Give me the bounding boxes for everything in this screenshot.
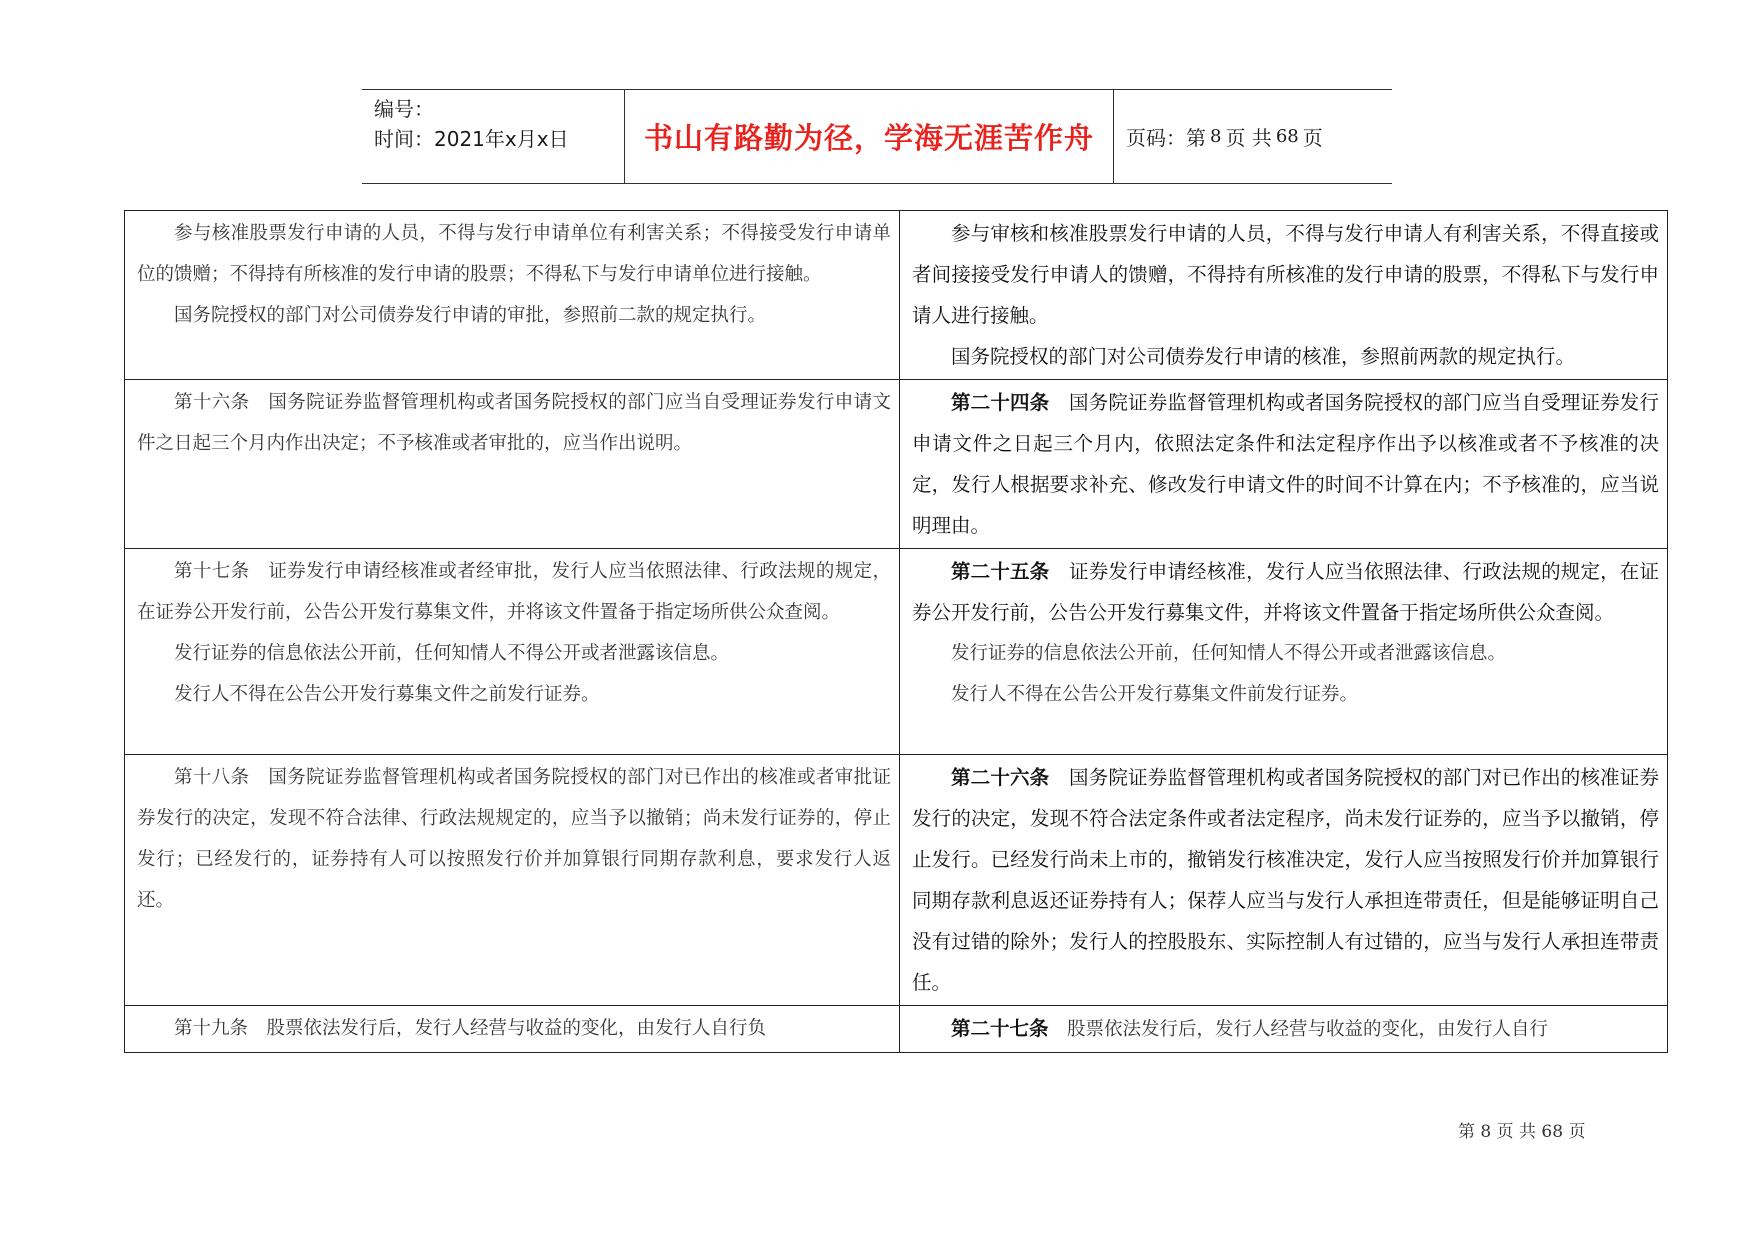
new-law-paragraph xyxy=(912,551,1659,633)
page-current: 8 xyxy=(1210,126,1222,147)
comparison-table xyxy=(124,210,1668,1053)
old-law-paragraph: 发行证券的信息依法公开前，任何知情人不得公开或者泄露该信息。 xyxy=(174,643,730,664)
header-meta xyxy=(362,90,625,183)
new-law-cell xyxy=(900,1006,1668,1053)
header-motto: 书山有路勤为径，学海无涯苦作舟 xyxy=(625,90,1114,183)
table-row xyxy=(125,1006,1668,1053)
old-law-paragraph: 国务院授权的部门对公司债券发行申请的审批，参照前二款的规定执行。 xyxy=(174,305,767,326)
new-law-cell xyxy=(900,549,1668,755)
article-number: 第二十七条 xyxy=(951,1017,1049,1040)
article-number: 第二十五条 xyxy=(951,560,1050,583)
table-row xyxy=(125,549,1668,755)
header-page-number xyxy=(1114,90,1392,183)
new-law-cell xyxy=(900,211,1668,380)
old-law-cell xyxy=(125,211,900,380)
old-law-paragraph: 第十七条 证券发行申请经核准或者经审批，发行人应当依照法律、行政法规的规定，在证券公开发行前，公告公开发行募集文件，并将该文件置备于指定场所供公众查阅。 xyxy=(137,561,891,623)
new-law-cell xyxy=(900,380,1668,549)
table-row xyxy=(125,211,1668,380)
page-total: 68 xyxy=(1275,126,1299,147)
new-law-paragraph: 发行证券的信息依法公开前，任何知情人不得公开或者泄露该信息。 xyxy=(951,643,1507,664)
old-law-paragraph: 发行人不得在公告公开发行募集文件之前发行证券。 xyxy=(174,684,600,705)
new-law-paragraph: 发行人不得在公告公开发行募集文件前发行证券。 xyxy=(951,684,1359,705)
number-label: 编号： xyxy=(374,97,434,121)
old-law-cell xyxy=(125,380,900,549)
old-law-paragraph: 第十八条 国务院证券监督管理机构或者国务院授权的部门对已作出的核准或者审批证券发行的决定，发现不符合法律、行政法规规定的，应当予以撤销；尚未发行证券的，停止发行；已经发行的，证券持有人可以按照发行价并加算银行同期存款利息，要求发行人返还。 xyxy=(137,767,891,911)
page-prefix: 页码：第 xyxy=(1126,126,1206,150)
old-law-paragraph: 第十九条 股票依法发行后，发行人经营与收益的变化，由发行人自行负 xyxy=(174,1018,767,1039)
page-mid: 页 共 xyxy=(1225,126,1272,150)
document-header xyxy=(362,89,1392,184)
article-text: 国务院证券监督管理机构或者国务院授权的部门应当自受理证券发行申请文件之日起三个月内，依照法定条件和法定程序作出予以核准或者不予核准的决定，发行人根据要求补充、修改发行申请文件的时间不计算在内；不予核准的，应当说明理由。 xyxy=(912,391,1659,537)
new-law-paragraph xyxy=(912,382,1659,546)
new-law-paragraph xyxy=(912,1008,1659,1050)
old-law-paragraph: 参与核准股票发行申请的人员，不得与发行申请单位有利害关系；不得接受发行申请单位的馈赠；不得持有所核准的发行申请的股票；不得私下与发行申请单位进行接触。 xyxy=(137,223,891,285)
new-law-paragraph xyxy=(912,757,1659,1003)
page-suffix: 页 xyxy=(1302,126,1323,150)
time-label: 时间：2021年x月x日 xyxy=(374,127,569,151)
article-text: 国务院证券监督管理机构或者国务院授权的部门对已作出的核准证券发行的决定，发现不符合法定条件或者法定程序，尚未发行证券的，应当予以撤销，停止发行。已经发行尚未上市的，撤销发行核准决定，发行人应当按照发行价并加算银行同期存款利息返还证券持有人；保荐人应当与发行人承担连带责任，但是能够证明自己没有过错的除外；发行人的控股股东、实际控制人有过错的，应当与发行人承担连带责任。 xyxy=(912,766,1659,994)
article-number: 第二十六条 xyxy=(951,766,1050,789)
old-law-cell xyxy=(125,1006,900,1053)
new-law-cell xyxy=(900,755,1668,1006)
new-law-paragraph: 参与审核和核准股票发行申请的人员，不得与发行申请人有利害关系，不得直接或者间接接受发行申请人的馈赠，不得持有所核准的发行申请的股票，不得私下与发行申请人进行接触。 xyxy=(912,222,1659,327)
old-law-paragraph: 第十六条 国务院证券监督管理机构或者国务院授权的部门应当自受理证券发行申请文件之日起三个月内作出决定；不予核准或者审批的，应当作出说明。 xyxy=(137,392,891,454)
article-number: 第二十四条 xyxy=(951,391,1050,414)
new-law-paragraph: 国务院授权的部门对公司债券发行申请的核准，参照前两款的规定执行。 xyxy=(951,345,1576,368)
table-row xyxy=(125,755,1668,1006)
article-text: 证券发行申请经核准，发行人应当依照法律、行政法规的规定，在证券公开发行前，公告公开发行募集文件，并将该文件置备于指定场所供公众查阅。 xyxy=(912,560,1659,624)
table-row xyxy=(125,380,1668,549)
old-law-cell xyxy=(125,549,900,755)
page-footer: 第 8 页 共 68 页 xyxy=(1458,1122,1586,1142)
old-law-cell xyxy=(125,755,900,1006)
article-text: 股票依法发行后，发行人经营与收益的变化，由发行人自行 xyxy=(1048,1019,1549,1040)
